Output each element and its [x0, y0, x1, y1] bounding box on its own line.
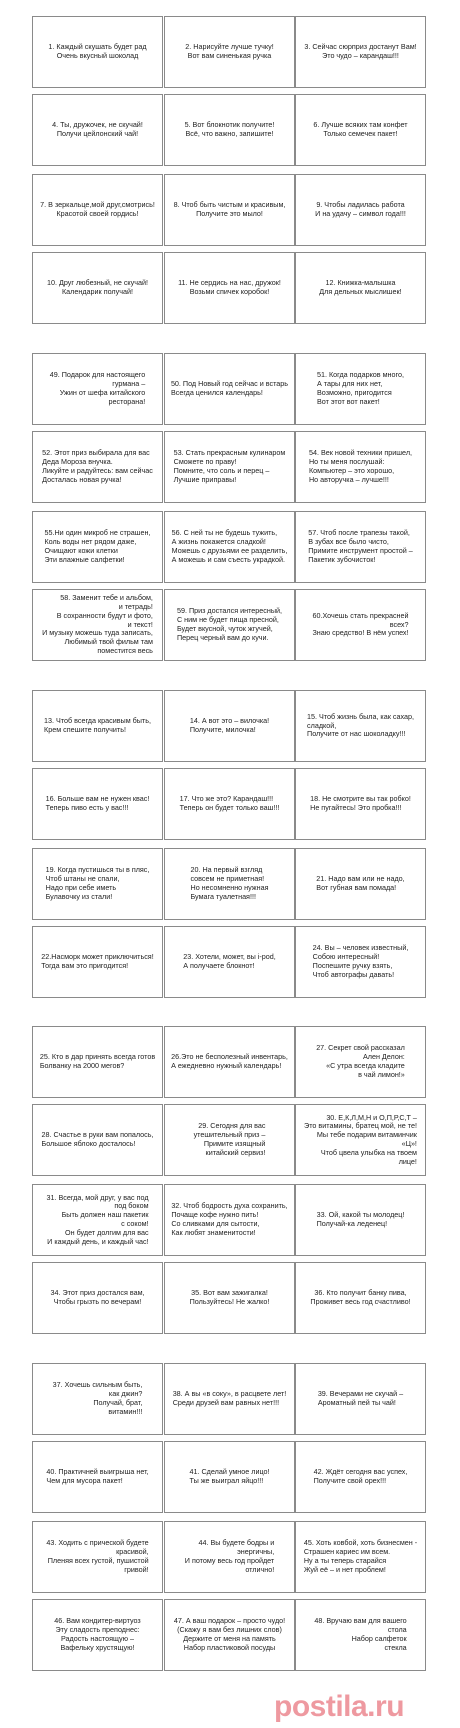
prize-card [164, 1599, 295, 1671]
prize-card-text: 22.Насморк может приключиться! Тогда вам это пригодится! [41, 952, 154, 970]
card-sheet [32, 690, 426, 1000]
prize-card-text: 26.Это не бесполезный инвентарь, А ежедневно нужный календарь! [171, 1052, 288, 1070]
prize-card-text: 54. Век новой техники пришел, Но ты меня послушай: Компьютер – это хорошо, Но авторучка – лучше!!! [308, 448, 413, 484]
prize-card-text: 27. Секрет свой рассказал Ален Делон: «С утра всегда кладите в чай лимон!» [316, 1043, 405, 1079]
prize-card-text: 60.Хочешь стать прекрасней всех? Знаю средство! В нём успех! [312, 610, 409, 638]
prize-card [164, 174, 295, 246]
prize-card [164, 1521, 295, 1593]
prize-card [295, 252, 426, 324]
prize-card [295, 1184, 426, 1256]
prize-card [32, 1363, 163, 1435]
prize-card [295, 1599, 426, 1671]
prize-card [32, 1521, 163, 1593]
prize-card-text: 47. А ваш подарок – просто чудо! (Скажу я вам без лишних слов) Держите от меня на память Набор пластиковой посуды [173, 1616, 286, 1652]
prize-card-text: 11. Не сердись на нас, дружок! Возьми спичек коробок! [178, 278, 281, 296]
prize-card [164, 1104, 295, 1176]
prize-card [295, 16, 426, 88]
prize-card-text: 38. А вы «в соку», в расцвете лет! Среди друзей вам равных нет!!! [172, 1389, 287, 1407]
prize-card [295, 1104, 426, 1176]
prize-card-text: 53. Стать прекрасным кулинаром Сможете по праву! Помните, что соль и перец – Лучшие приправы! [173, 448, 286, 484]
prize-card-text: 44. Вы будете бодры и энергичны, И потому весь год пройдет отлично! [184, 1538, 275, 1574]
prize-card [164, 431, 295, 503]
prize-card-text: 57. Чтоб после трапезы такой, В зубах все было чисто, Примите инструмент простой – Пакетик зубочисток! [308, 528, 413, 564]
prize-card [164, 1026, 295, 1098]
prize-card [164, 926, 295, 998]
prize-card [295, 1262, 426, 1334]
prize-card [164, 848, 295, 920]
prize-card [32, 511, 163, 583]
prize-card [164, 589, 295, 661]
prize-card-text: 48. Вручаю вам для вашего стола Набор салфеток стекла [314, 1616, 407, 1652]
prize-card [295, 690, 426, 762]
prize-card-text: 58. Заменит тебе и альбом, и тетрадь! В сохранности будут и фото, и текст! И музыку можешь туда записать, Любимый твой фильм там поместится весь [42, 593, 153, 655]
prize-card [32, 926, 163, 998]
prize-card [32, 353, 163, 425]
prize-card-text: 8. Чтоб быть чистым и красивым, Получите это мыло! [173, 200, 286, 218]
prize-card-text: 18. Не смотрите вы так робко! Не пугайтесь! Это пробка!!! [310, 794, 411, 812]
prize-card [295, 848, 426, 920]
prize-card [32, 768, 163, 840]
prize-card [295, 1441, 426, 1513]
prize-card-text: 23. Хотели, может, вы i-pod, А получаете блокнот! [183, 952, 276, 970]
prize-card-text: 24. Вы – человек известный, Собою интересный! Поспешите ручку взять, Чтоб автографы давать! [312, 943, 409, 979]
prize-card [164, 690, 295, 762]
prize-card-text: 59. Приз достался интересный, С ним не будет пища пресной, Будет вкусной, чуток жгучей, Перец черный вам до кучи. [176, 606, 283, 642]
prize-card-text: 40. Практичней выигрыша нет, Чем для мусора пакет! [46, 1467, 149, 1485]
prize-card-text: 25. Кто в дар принять всегда готов Болванку на 2000 мегов? [39, 1052, 156, 1070]
prize-card [295, 589, 426, 661]
prize-card-text: 9. Чтобы ладилась работа И на удачу – символ года!!! [315, 200, 406, 218]
card-sheet [32, 1026, 426, 1336]
prize-card [295, 1521, 426, 1593]
prize-card-text: 4. Ты, дружочек, не скучай! Получи цейлонский чай! [52, 120, 143, 138]
prize-card [164, 1441, 295, 1513]
prize-card-text: 14. А вот это – вилочка! Получите, милочка! [189, 716, 270, 734]
prize-card-text: 45. Хоть ковбой, хоть бизнесмен - Страшен кариес им всем. Ну а ты теперь старайся Жуй её – и нет проблем! [303, 1538, 418, 1574]
prize-card [164, 768, 295, 840]
prize-card-text: 30. Е,К,Л,М,Н и О,П,Р,С,Т – Это витамины, братец мой, не те! Мы тебе подарим витаминчик «Ц»! Чтоб цвела улыбка на твоем лице! [304, 1112, 417, 1166]
prize-card [164, 1184, 295, 1256]
prize-card [32, 1262, 163, 1334]
prize-card-text: 19. Когда пустишься ты в пляс, Чтоб штаны не спали, Надо при себе иметь Булавочку из стали! [45, 865, 150, 901]
prize-card-text: 12. Книжка-малышка Для дельных мыслишек! [319, 278, 402, 296]
prize-card-text: 52. Этот приз выбирала для вас Деда Мороза внучка. Ликуйте и радуйтесь: вам сейчас Досталась новая ручка! [42, 448, 153, 484]
prize-card [164, 511, 295, 583]
watermark-logo: postila.ru [274, 1690, 405, 1723]
prize-card [32, 1104, 163, 1176]
prize-card-text: 46. Вам кондитер-виртуоз Эту сладость преподнес: Радость настоящую – Вафельку хрустящую! [54, 1616, 141, 1652]
prize-card-text: 49. Подарок для настоящего гурмана – Ужин от шефа китайского ресторана! [49, 370, 146, 406]
prize-card-text: 36. Кто получит банку пива, Проживет весь год счастливо! [310, 1288, 411, 1306]
prize-card-text: 5. Вот блокнотик получите! Всё, что важно, запишите! [184, 120, 275, 138]
prize-card-text: 1. Каждый скушать будет рад Очень вкусный шоколад [48, 42, 147, 60]
prize-card [32, 431, 163, 503]
prize-card-text: 32. Чтоб бодрость духа сохранить, Почаще кофе нужно пить! Со сливками для сытости, Как любят знаменитости! [171, 1201, 288, 1237]
prize-card-text: 50. Под Новый год сейчас и встарь Всегда ценился календарь! [170, 379, 289, 397]
prize-card [164, 353, 295, 425]
prize-card [295, 94, 426, 166]
prize-card-text: 16. Больше вам не нужен квас! Теперь пиво есть у вас!!! [45, 794, 150, 812]
card-sheet [32, 16, 426, 326]
prize-card [164, 1262, 295, 1334]
prize-card-text: 29. Сегодня для вас утешительный приз – Примите изящный китайский сервиз! [193, 1121, 266, 1157]
prize-card [295, 768, 426, 840]
prize-card-text: 17. Что же это? Карандаш!!! Теперь он будет только ваш!!! [179, 794, 280, 812]
prize-card-text: 42. Ждёт сегодня вас успех, Получите свой орех!!! [313, 1467, 408, 1485]
prize-card-text: 39. Вечерами не скучай – Ароматный пей ты чай! [317, 1389, 404, 1407]
prize-card-text: 37. Хочешь сильным быть, как джин? Получай, брат, витамин!!! [52, 1380, 143, 1416]
prize-card-text: 2. Нарисуйте лучше тучку! Вот вам синенькая ручка [185, 42, 274, 60]
prize-card [164, 1363, 295, 1435]
prize-card-text: 35. Вот вам зажигалка! Пользуйтесь! Не жалко! [189, 1288, 270, 1306]
prize-card-text: 21. Надо вам или не надо, Вот губная вам помада! [316, 874, 405, 892]
prize-card [32, 848, 163, 920]
prize-card [164, 94, 295, 166]
prize-card-text: 10. Друг любезный, не скучай! Календарик получай! [46, 278, 148, 296]
prize-card [295, 511, 426, 583]
prize-card [32, 94, 163, 166]
prize-card [32, 1026, 163, 1098]
prize-card-text: 20. На первый взгляд совсем не приметная! Но несомненно нужная Бумага туалетная!!! [190, 865, 269, 901]
prize-card-text: 28. Счастье в руки вам попалось, Большое яблоко досталось! [41, 1130, 154, 1148]
prize-card-text: 7. В зеркальце,мой друг,смотрись! Красотой своей гордись! [40, 200, 155, 218]
prize-card-text: 6. Лучше всяких там конфет Только семечек пакет! [313, 120, 408, 138]
prize-card [295, 926, 426, 998]
prize-card-text: 15. Чтоб жизнь была, как сахар, сладкой, Получите от нас шоколадку!!! [307, 711, 414, 739]
prize-card [32, 1441, 163, 1513]
prize-card [164, 16, 295, 88]
prize-card [32, 16, 163, 88]
prize-card [295, 431, 426, 503]
prize-card-text: 51. Когда подарков много, А тары для них нет, Возможно, пригодится Вот этот вот пакет! [317, 370, 404, 406]
prize-card [295, 1026, 426, 1098]
prize-card [32, 1184, 163, 1256]
prize-card [32, 174, 163, 246]
prize-card-text: 33. Ой, какой ты молодец! Получай-ка леденец! [316, 1210, 405, 1228]
prize-card-text: 55.Ни один микроб не страшен, Коль воды нет рядом даже, Очищают кожи клетки Эти влажные салфетки! [44, 528, 151, 564]
prize-card-text: 41. Сделай умное лицо! Ты же выиграл яйцо!!! [189, 1467, 270, 1485]
prize-card-text: 3. Сейчас сюрприз достанут Вам! Это чудо – карандаш!!! [304, 42, 417, 60]
prize-card [32, 690, 163, 762]
card-sheet [32, 1363, 426, 1673]
prize-card-text: 31. Всегда, мой друг, у вас под под боком Быть должен наш пакетик с соком! Он будет долгим для вас И каждый день, и каждый час! [46, 1192, 149, 1246]
prize-card [164, 252, 295, 324]
prize-card-text: 43. Ходить с прической будете красивой, Пленяя всех густой, пушистой гривой! [46, 1538, 149, 1574]
prize-card [295, 353, 426, 425]
card-sheet [32, 353, 426, 663]
prize-card-text: 56. С ней ты не будешь тужить, А жизнь покажется сладкой! Можешь с друзьями ее разделить, А можешь и сам съесть украдкой. [171, 528, 288, 564]
prize-card [32, 1599, 163, 1671]
prize-card-text: 34. Этот приз достался вам, Чтобы грызть по вечерам! [50, 1288, 145, 1306]
prize-card [295, 1363, 426, 1435]
prize-card-text: 13. Чтоб всегда красивым быть, Крем спешите получить! [44, 716, 151, 734]
prize-card [32, 252, 163, 324]
prize-card [295, 174, 426, 246]
prize-card [32, 589, 163, 661]
